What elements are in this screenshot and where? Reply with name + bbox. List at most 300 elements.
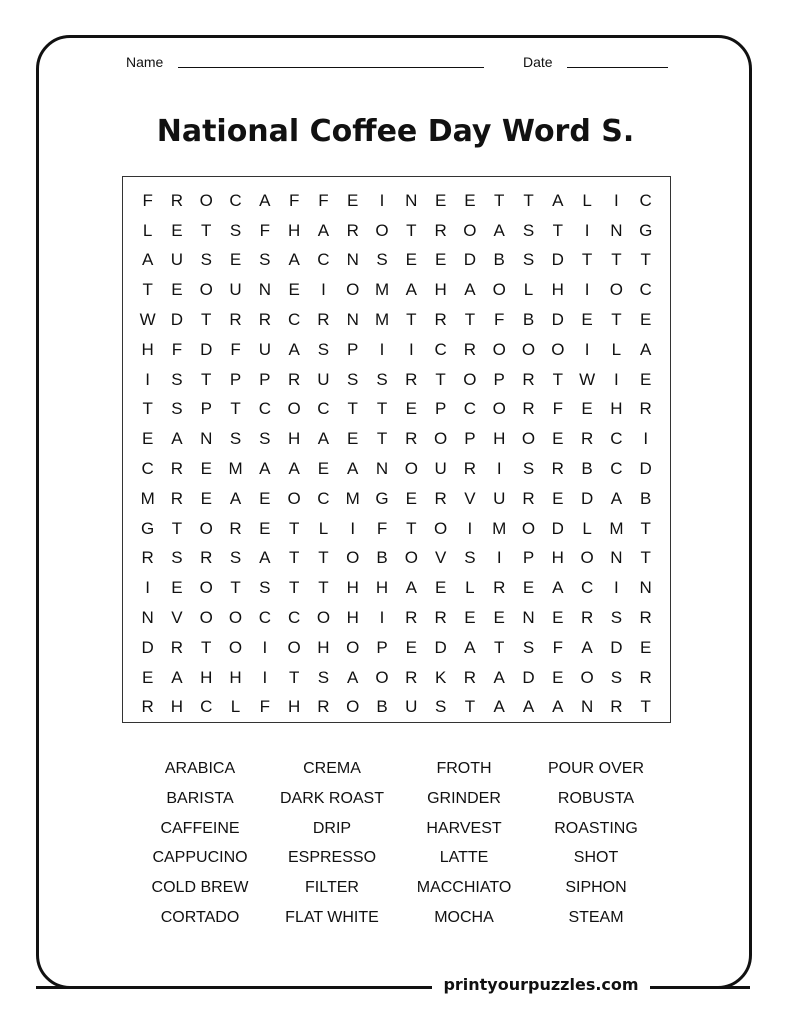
- grid-letter[interactable]: A: [493, 220, 505, 240]
- grid-letter[interactable]: R: [522, 369, 535, 389]
- grid-letter[interactable]: E: [171, 280, 183, 300]
- grid-letter[interactable]: S: [464, 548, 476, 568]
- grid-letter[interactable]: V: [464, 488, 476, 508]
- grid-letter[interactable]: O: [434, 518, 448, 538]
- grid-letter[interactable]: A: [405, 578, 417, 598]
- grid-letter[interactable]: T: [611, 250, 622, 270]
- grid-letter[interactable]: R: [522, 488, 535, 508]
- grid-letter[interactable]: W: [579, 369, 596, 389]
- grid-letter[interactable]: P: [464, 429, 476, 449]
- grid-letter[interactable]: E: [434, 190, 447, 210]
- grid-letter[interactable]: R: [170, 459, 184, 479]
- grid-letter[interactable]: L: [465, 578, 475, 598]
- grid-letter[interactable]: S: [610, 667, 623, 687]
- grid-letter[interactable]: U: [258, 339, 271, 359]
- grid-letter[interactable]: O: [521, 429, 536, 449]
- grid-letter[interactable]: T: [494, 637, 505, 657]
- grid-letter[interactable]: A: [493, 697, 505, 717]
- grid-letter[interactable]: T: [288, 667, 300, 687]
- grid-letter[interactable]: R: [317, 310, 330, 330]
- grid-letter[interactable]: E: [229, 250, 242, 270]
- grid-letter[interactable]: O: [287, 488, 301, 508]
- grid-letter[interactable]: S: [229, 429, 242, 449]
- grid-letter[interactable]: H: [200, 667, 213, 687]
- grid-letter[interactable]: C: [610, 429, 623, 449]
- grid-letter[interactable]: C: [258, 608, 271, 628]
- grid-letter[interactable]: R: [463, 339, 477, 359]
- grid-letter[interactable]: F: [494, 310, 505, 330]
- grid-letter[interactable]: D: [200, 339, 213, 359]
- grid-letter[interactable]: T: [464, 310, 476, 330]
- grid-letter[interactable]: S: [434, 697, 447, 717]
- grid-letter[interactable]: O: [375, 220, 389, 240]
- grid-letter[interactable]: A: [522, 697, 535, 717]
- grid-letter[interactable]: R: [346, 220, 359, 240]
- grid-letter[interactable]: E: [522, 578, 535, 598]
- grid-letter[interactable]: H: [170, 697, 184, 717]
- grid-letter[interactable]: U: [317, 369, 330, 389]
- grid-letter[interactable]: E: [640, 369, 652, 389]
- grid-letter[interactable]: R: [200, 548, 213, 568]
- grid-letter[interactable]: E: [464, 608, 476, 628]
- grid-letter[interactable]: P: [200, 399, 212, 419]
- grid-letter[interactable]: I: [350, 518, 356, 538]
- grid-letter[interactable]: R: [639, 667, 652, 687]
- grid-letter[interactable]: C: [200, 697, 213, 717]
- grid-letter[interactable]: T: [288, 548, 300, 568]
- grid-letter[interactable]: P: [229, 369, 242, 389]
- grid-letter[interactable]: C: [639, 280, 652, 300]
- grid-letter[interactable]: E: [347, 429, 359, 449]
- grid-letter[interactable]: R: [405, 369, 418, 389]
- grid-letter[interactable]: C: [463, 399, 477, 419]
- grid-letter[interactable]: C: [317, 399, 330, 419]
- grid-letter[interactable]: R: [170, 488, 184, 508]
- grid-letter[interactable]: H: [287, 220, 301, 240]
- grid-letter[interactable]: S: [610, 608, 623, 628]
- grid-letter[interactable]: O: [492, 280, 506, 300]
- grid-letter[interactable]: P: [522, 548, 535, 568]
- grid-letter[interactable]: E: [552, 488, 564, 508]
- grid-letter[interactable]: T: [640, 518, 651, 538]
- grid-letter[interactable]: O: [346, 548, 360, 568]
- grid-letter[interactable]: R: [434, 310, 447, 330]
- grid-letter[interactable]: H: [551, 548, 564, 568]
- grid-letter[interactable]: F: [288, 190, 300, 210]
- grid-letter[interactable]: F: [376, 518, 388, 538]
- grid-letter[interactable]: I: [584, 339, 590, 359]
- grid-letter[interactable]: E: [317, 459, 330, 479]
- grid-letter[interactable]: M: [374, 310, 390, 330]
- grid-letter[interactable]: U: [229, 280, 242, 300]
- grid-letter[interactable]: F: [259, 697, 271, 717]
- grid-letter[interactable]: E: [171, 220, 183, 240]
- grid-letter[interactable]: O: [609, 280, 624, 300]
- grid-letter[interactable]: O: [521, 518, 536, 538]
- grid-letter[interactable]: M: [140, 488, 155, 508]
- grid-letter[interactable]: I: [496, 548, 502, 568]
- grid-letter[interactable]: A: [581, 637, 593, 657]
- grid-letter[interactable]: F: [171, 339, 183, 359]
- grid-letter[interactable]: R: [493, 578, 506, 598]
- grid-letter[interactable]: N: [610, 220, 623, 240]
- grid-letter[interactable]: D: [551, 310, 564, 330]
- grid-letter[interactable]: E: [259, 488, 271, 508]
- grid-letter[interactable]: L: [611, 339, 622, 359]
- grid-letter[interactable]: O: [434, 429, 448, 449]
- grid-letter[interactable]: I: [584, 220, 590, 240]
- grid-letter[interactable]: W: [139, 310, 156, 330]
- name-field[interactable]: [178, 67, 484, 68]
- grid-letter[interactable]: T: [552, 369, 563, 389]
- grid-letter[interactable]: L: [230, 697, 241, 717]
- grid-letter[interactable]: S: [317, 339, 330, 359]
- grid-letter[interactable]: T: [494, 190, 505, 210]
- grid-letter[interactable]: N: [580, 697, 594, 717]
- grid-letter[interactable]: M: [228, 459, 243, 479]
- grid-letter[interactable]: R: [229, 310, 242, 330]
- grid-letter[interactable]: C: [317, 250, 330, 270]
- grid-letter[interactable]: O: [580, 548, 594, 568]
- grid-letter[interactable]: S: [522, 220, 535, 240]
- grid-letter[interactable]: T: [435, 369, 446, 389]
- grid-letter[interactable]: K: [434, 667, 447, 687]
- grid-letter[interactable]: O: [521, 339, 536, 359]
- grid-letter[interactable]: I: [379, 608, 385, 628]
- grid-letter[interactable]: R: [405, 608, 418, 628]
- grid-letter[interactable]: I: [145, 578, 151, 598]
- grid-letter[interactable]: N: [141, 608, 154, 628]
- grid-letter[interactable]: D: [463, 250, 477, 270]
- grid-letter[interactable]: E: [493, 608, 505, 628]
- grid-letter[interactable]: G: [375, 488, 389, 508]
- grid-letter[interactable]: G: [639, 220, 653, 240]
- grid-letter[interactable]: F: [259, 220, 271, 240]
- grid-letter[interactable]: N: [375, 459, 389, 479]
- grid-letter[interactable]: E: [347, 190, 359, 210]
- grid-letter[interactable]: E: [259, 518, 271, 538]
- grid-letter[interactable]: H: [229, 667, 242, 687]
- grid-letter[interactable]: D: [551, 250, 564, 270]
- grid-letter[interactable]: R: [434, 488, 447, 508]
- grid-letter[interactable]: A: [347, 459, 359, 479]
- grid-letter[interactable]: S: [376, 250, 388, 270]
- grid-letter[interactable]: O: [580, 667, 594, 687]
- grid-letter[interactable]: A: [259, 548, 271, 568]
- grid-letter[interactable]: O: [492, 399, 506, 419]
- grid-letter[interactable]: A: [552, 697, 564, 717]
- grid-letter[interactable]: C: [317, 488, 330, 508]
- grid-letter[interactable]: U: [434, 459, 447, 479]
- grid-letter[interactable]: R: [580, 608, 594, 628]
- grid-letter[interactable]: I: [614, 578, 619, 598]
- grid-letter[interactable]: R: [639, 399, 652, 419]
- grid-letter[interactable]: O: [287, 399, 301, 419]
- grid-letter[interactable]: I: [379, 190, 385, 210]
- grid-letter[interactable]: N: [610, 548, 623, 568]
- grid-letter[interactable]: L: [142, 220, 153, 240]
- grid-letter[interactable]: H: [551, 280, 564, 300]
- grid-letter[interactable]: A: [640, 339, 652, 359]
- grid-letter[interactable]: T: [201, 369, 212, 389]
- grid-letter[interactable]: S: [522, 250, 535, 270]
- grid-letter[interactable]: A: [405, 280, 417, 300]
- grid-letter[interactable]: B: [493, 250, 505, 270]
- grid-letter[interactable]: I: [643, 429, 649, 449]
- grid-letter[interactable]: T: [523, 190, 534, 210]
- grid-letter[interactable]: R: [551, 459, 564, 479]
- grid-letter[interactable]: T: [347, 399, 358, 419]
- grid-letter[interactable]: T: [406, 310, 417, 330]
- grid-letter[interactable]: O: [199, 280, 213, 300]
- grid-letter[interactable]: H: [375, 578, 389, 598]
- grid-letter[interactable]: T: [288, 518, 300, 538]
- grid-letter[interactable]: T: [581, 250, 593, 270]
- grid-letter[interactable]: B: [581, 459, 593, 479]
- grid-letter[interactable]: H: [287, 429, 301, 449]
- grid-letter[interactable]: A: [171, 667, 183, 687]
- grid-letter[interactable]: S: [259, 578, 271, 598]
- grid-letter[interactable]: S: [200, 250, 212, 270]
- grid-letter[interactable]: I: [262, 637, 268, 657]
- grid-letter[interactable]: T: [640, 548, 651, 568]
- grid-letter[interactable]: D: [580, 488, 594, 508]
- grid-letter[interactable]: T: [142, 280, 153, 300]
- grid-letter[interactable]: R: [170, 637, 184, 657]
- grid-letter[interactable]: P: [347, 339, 359, 359]
- grid-letter[interactable]: M: [345, 488, 360, 508]
- grid-letter[interactable]: S: [171, 548, 183, 568]
- grid-letter[interactable]: C: [229, 190, 242, 210]
- grid-letter[interactable]: V: [171, 608, 183, 628]
- grid-letter[interactable]: G: [141, 518, 155, 538]
- grid-letter[interactable]: R: [639, 608, 652, 628]
- grid-letter[interactable]: H: [434, 280, 447, 300]
- grid-letter[interactable]: E: [405, 488, 417, 508]
- grid-letter[interactable]: A: [288, 250, 300, 270]
- grid-letter[interactable]: D: [522, 667, 535, 687]
- grid-letter[interactable]: S: [259, 429, 271, 449]
- grid-letter[interactable]: R: [434, 608, 447, 628]
- grid-letter[interactable]: U: [405, 697, 418, 717]
- grid-letter[interactable]: A: [317, 429, 330, 449]
- grid-letter[interactable]: C: [639, 190, 652, 210]
- grid-letter[interactable]: C: [141, 459, 154, 479]
- grid-letter[interactable]: S: [522, 459, 535, 479]
- grid-letter[interactable]: A: [610, 488, 623, 508]
- grid-letter[interactable]: P: [376, 637, 388, 657]
- grid-letter[interactable]: I: [145, 369, 151, 389]
- grid-letter[interactable]: R: [610, 697, 623, 717]
- grid-letter[interactable]: T: [406, 220, 417, 240]
- grid-letter[interactable]: E: [288, 280, 300, 300]
- grid-letter[interactable]: A: [464, 280, 476, 300]
- grid-letter[interactable]: N: [346, 310, 359, 330]
- grid-letter[interactable]: A: [552, 578, 564, 598]
- grid-letter[interactable]: A: [347, 667, 359, 687]
- grid-letter[interactable]: T: [230, 578, 241, 598]
- grid-letter[interactable]: I: [379, 339, 385, 359]
- grid-letter[interactable]: R: [463, 459, 477, 479]
- grid-letter[interactable]: R: [141, 697, 154, 717]
- grid-letter[interactable]: E: [405, 399, 417, 419]
- grid-letter[interactable]: U: [493, 488, 506, 508]
- grid-letter[interactable]: O: [316, 608, 331, 628]
- grid-letter[interactable]: H: [346, 608, 359, 628]
- grid-letter[interactable]: P: [434, 399, 447, 419]
- grid-letter[interactable]: R: [170, 190, 184, 210]
- grid-letter[interactable]: N: [639, 578, 652, 598]
- grid-letter[interactable]: O: [346, 697, 360, 717]
- grid-letter[interactable]: A: [171, 429, 183, 449]
- grid-letter[interactable]: E: [141, 667, 154, 687]
- grid-letter[interactable]: O: [228, 608, 243, 628]
- grid-letter[interactable]: A: [229, 488, 242, 508]
- grid-letter[interactable]: S: [229, 548, 242, 568]
- grid-letter[interactable]: E: [434, 250, 447, 270]
- grid-letter[interactable]: R: [141, 548, 154, 568]
- grid-letter[interactable]: D: [141, 637, 154, 657]
- grid-letter[interactable]: I: [584, 280, 590, 300]
- grid-letter[interactable]: M: [609, 518, 624, 538]
- grid-letter[interactable]: L: [582, 518, 592, 538]
- grid-letter[interactable]: N: [405, 190, 418, 210]
- grid-letter[interactable]: O: [199, 190, 213, 210]
- grid-letter[interactable]: R: [287, 369, 301, 389]
- grid-letter[interactable]: S: [259, 250, 271, 270]
- grid-letter[interactable]: M: [492, 518, 507, 538]
- grid-letter[interactable]: O: [492, 339, 506, 359]
- grid-letter[interactable]: P: [493, 369, 505, 389]
- grid-letter[interactable]: R: [580, 429, 594, 449]
- grid-letter[interactable]: T: [230, 399, 241, 419]
- grid-letter[interactable]: E: [581, 399, 593, 419]
- grid-letter[interactable]: P: [259, 369, 271, 389]
- grid-letter[interactable]: A: [288, 339, 300, 359]
- grid-letter[interactable]: H: [346, 578, 359, 598]
- grid-letter[interactable]: N: [346, 250, 359, 270]
- grid-letter[interactable]: O: [199, 578, 213, 598]
- grid-letter[interactable]: A: [259, 190, 271, 210]
- grid-letter[interactable]: R: [317, 697, 330, 717]
- grid-letter[interactable]: E: [552, 667, 564, 687]
- grid-letter[interactable]: O: [228, 637, 243, 657]
- grid-letter[interactable]: T: [464, 697, 476, 717]
- grid-letter[interactable]: S: [522, 637, 535, 657]
- grid-letter[interactable]: T: [376, 399, 388, 419]
- grid-letter[interactable]: E: [581, 310, 593, 330]
- grid-letter[interactable]: S: [229, 220, 242, 240]
- grid-letter[interactable]: E: [141, 429, 154, 449]
- grid-letter[interactable]: D: [170, 310, 184, 330]
- grid-letter[interactable]: A: [552, 190, 564, 210]
- grid-letter[interactable]: E: [405, 637, 417, 657]
- grid-letter[interactable]: E: [200, 488, 212, 508]
- grid-letter[interactable]: E: [434, 578, 447, 598]
- grid-letter[interactable]: O: [346, 637, 360, 657]
- grid-letter[interactable]: I: [408, 339, 414, 359]
- grid-letter[interactable]: C: [258, 399, 271, 419]
- grid-letter[interactable]: F: [318, 190, 329, 210]
- grid-letter[interactable]: I: [262, 667, 268, 687]
- grid-letter[interactable]: D: [551, 518, 564, 538]
- grid-letter[interactable]: T: [406, 518, 417, 538]
- grid-letter[interactable]: A: [259, 459, 271, 479]
- grid-letter[interactable]: B: [376, 548, 388, 568]
- grid-letter[interactable]: R: [522, 399, 535, 419]
- grid-letter[interactable]: F: [230, 339, 241, 359]
- grid-letter[interactable]: E: [552, 608, 564, 628]
- grid-letter[interactable]: N: [258, 280, 271, 300]
- grid-letter[interactable]: D: [434, 637, 447, 657]
- grid-letter[interactable]: C: [580, 578, 594, 598]
- grid-letter[interactable]: A: [288, 459, 300, 479]
- grid-letter[interactable]: E: [405, 250, 417, 270]
- grid-letter[interactable]: A: [141, 250, 154, 270]
- grid-letter[interactable]: O: [463, 220, 477, 240]
- grid-letter[interactable]: O: [463, 369, 477, 389]
- grid-letter[interactable]: I: [321, 280, 326, 300]
- grid-letter[interactable]: T: [318, 548, 329, 568]
- grid-letter[interactable]: E: [171, 578, 183, 598]
- grid-letter[interactable]: C: [287, 608, 301, 628]
- grid-letter[interactable]: R: [405, 429, 418, 449]
- grid-letter[interactable]: S: [376, 369, 388, 389]
- grid-letter[interactable]: I: [614, 369, 619, 389]
- grid-letter[interactable]: T: [640, 250, 651, 270]
- grid-letter[interactable]: M: [374, 280, 390, 300]
- grid-letter[interactable]: H: [141, 339, 154, 359]
- grid-letter[interactable]: E: [200, 459, 212, 479]
- grid-letter[interactable]: F: [142, 190, 153, 210]
- grid-letter[interactable]: O: [199, 608, 213, 628]
- grid-letter[interactable]: S: [171, 399, 183, 419]
- grid-letter[interactable]: O: [404, 548, 418, 568]
- grid-letter[interactable]: L: [318, 518, 329, 538]
- grid-letter[interactable]: I: [467, 518, 473, 538]
- grid-letter[interactable]: B: [522, 310, 535, 330]
- grid-letter[interactable]: T: [171, 518, 183, 538]
- grid-letter[interactable]: A: [317, 220, 330, 240]
- grid-letter[interactable]: T: [640, 697, 651, 717]
- grid-letter[interactable]: O: [375, 667, 389, 687]
- grid-letter[interactable]: T: [318, 578, 329, 598]
- grid-letter[interactable]: I: [496, 459, 502, 479]
- grid-letter[interactable]: E: [464, 190, 476, 210]
- grid-letter[interactable]: S: [171, 369, 183, 389]
- grid-letter[interactable]: E: [640, 637, 652, 657]
- grid-letter[interactable]: T: [552, 220, 563, 240]
- grid-letter[interactable]: R: [229, 518, 242, 538]
- grid-letter[interactable]: T: [288, 578, 300, 598]
- grid-letter[interactable]: R: [405, 667, 418, 687]
- grid-letter[interactable]: D: [610, 637, 623, 657]
- grid-letter[interactable]: U: [170, 250, 184, 270]
- grid-letter[interactable]: S: [347, 369, 359, 389]
- grid-letter[interactable]: C: [610, 459, 623, 479]
- grid-letter[interactable]: N: [200, 429, 213, 449]
- grid-letter[interactable]: F: [552, 637, 563, 657]
- grid-letter[interactable]: C: [287, 310, 301, 330]
- grid-letter[interactable]: H: [610, 399, 623, 419]
- grid-letter[interactable]: T: [201, 637, 212, 657]
- grid-letter[interactable]: E: [640, 310, 652, 330]
- grid-letter[interactable]: O: [199, 518, 213, 538]
- grid-letter[interactable]: H: [287, 697, 301, 717]
- grid-letter[interactable]: I: [614, 190, 619, 210]
- grid-letter[interactable]: E: [552, 429, 564, 449]
- grid-letter[interactable]: C: [434, 339, 447, 359]
